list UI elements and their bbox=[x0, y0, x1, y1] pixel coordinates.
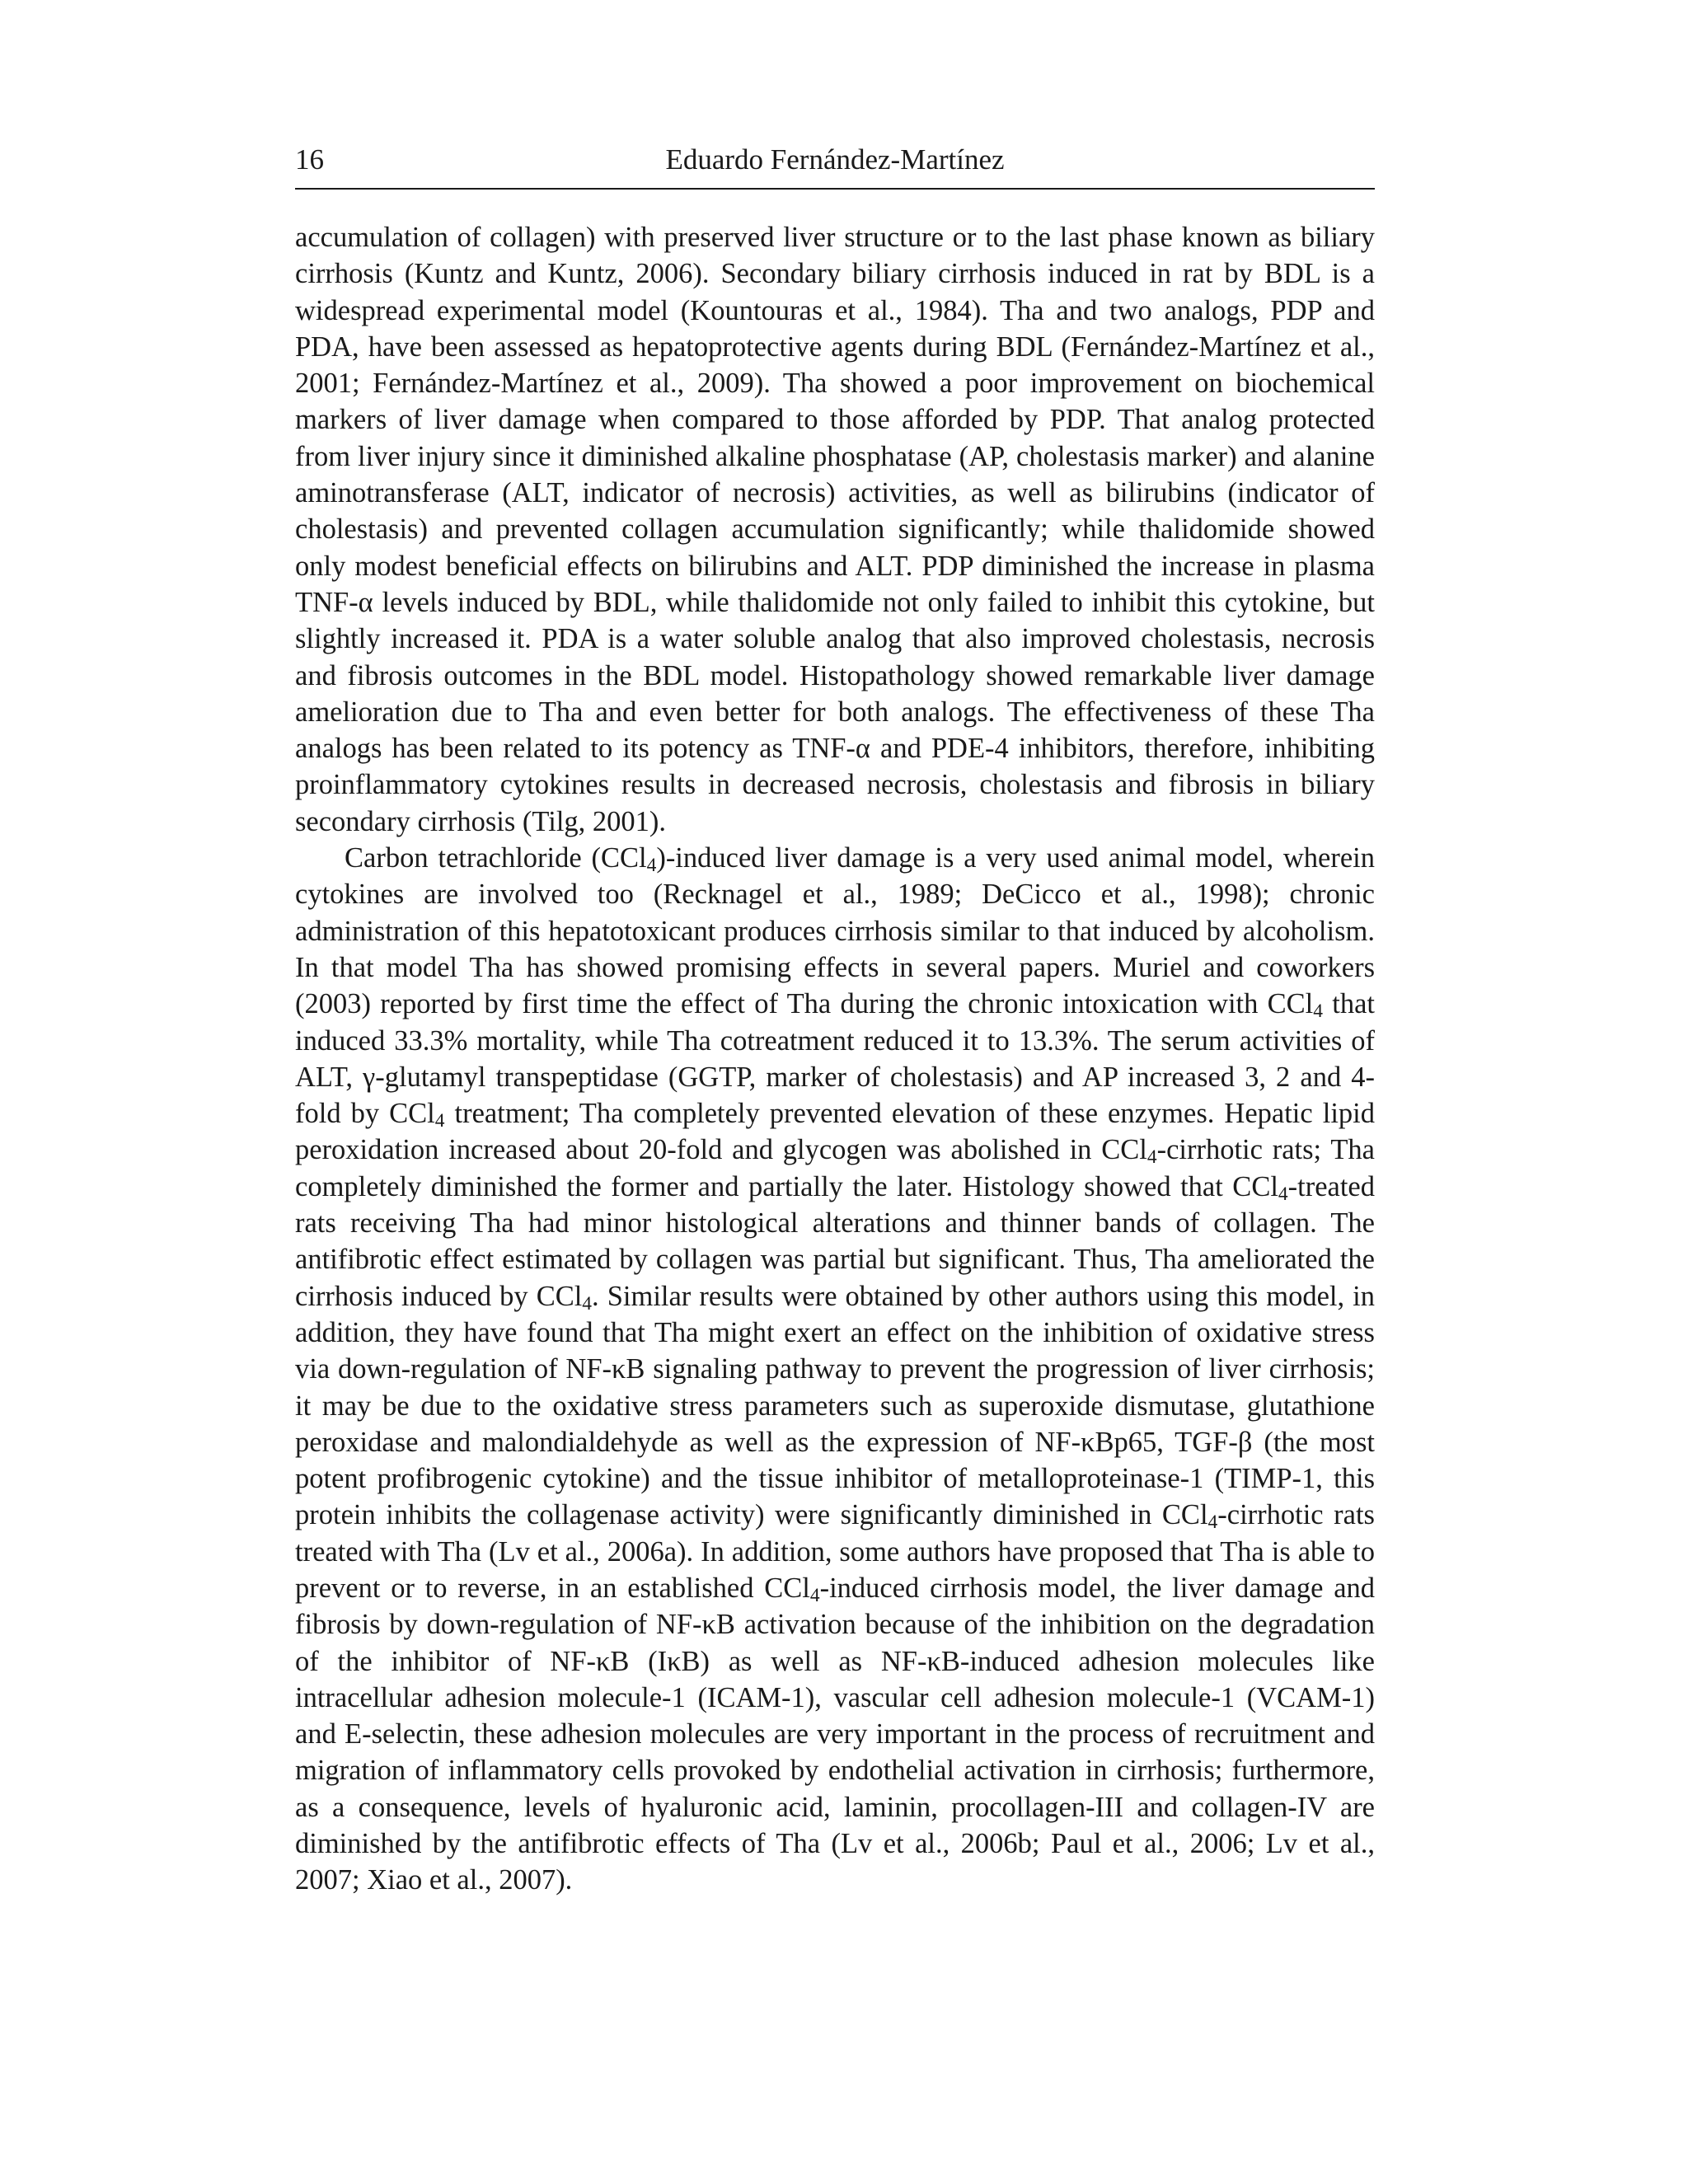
running-header-author: Eduardo Fernández-Martínez bbox=[665, 143, 1005, 176]
paragraph-ccl4-model: Carbon tetrachloride (CCl$_4$)-induced liver damage is a very used animal model, wherein cytokines are involved too (Recknagel et al., 1989; DeCicco et al., 1998); chronic administration of this hepatotoxicant produces cirrhosis similar to that induced by alcoholism. In that model Tha has showed promising effects in several papers. Muriel and coworkers (2003) reported by first time the effect of Tha during the chronic intoxication with CCl$_4$ that induced 33.3% mortality, while Tha cotreatment reduced it to 13.3%. The serum activities of ALT, γ-glutamyl transpeptidase (GGTP, marker of cholestasis) and AP increased 3, 2 and 4-fold by CCl$_4$ treatment; Tha completely prevented elevation of these enzymes. Hepatic lipid peroxidation increased about 20-fold and glycogen was abolished in CCl$_4$-cirrhotic rats; Tha completely diminished the former and partially the later. Histology showed that CCl$_4$-treated rats receiving Tha had minor histological alterations and thinner bands of collagen. The antifibrotic effect estimated by collagen was partial but significant. Thus, Tha ameliorated the cirrhosis induced by CCl$_4$. Similar results were obtained by other authors using this model, in addition, they have found that Tha might exert an effect on the inhibition of oxidative stress via down-regulation of NF-κB signaling pathway to prevent the progression of liver cirrhosis; it may be due to the oxidative stress parameters such as superoxide dismutase, glutathione peroxidase and malondialdehyde as well as the expression of NF-κBp65, TGF-β (the most potent profibrogenic cytokine) and the tissue inhibitor of metalloproteinase-1 (TIMP-1, this protein inhibits the collagenase activity) were significantly diminished in CCl$_4$-cirrhotic rats treated with Tha (Lv et al., 2006a). In addition, some authors have proposed that Tha is able to prevent or to reverse, in an established CCl$_4$-induced cirrhosis model, the liver damage and fibrosis by down-regulation of NF-κB activation because of the inhibition on the degradation of the inhibitor of NF-κB (IκB) as well as NF-κB-induced adhesion molecules like intracellular adhesion molecule-1 (ICAM-1), vascular cell adhesion molecule-1 (VCAM-1) and E-selectin, these adhesion molecules are very important in the process of recruitment and migration of inflammatory cells provoked by endothelial activation in cirrhosis; furthermore, as a consequence, levels of hyaluronic acid, laminin, procollagen-III and collagen-IV are diminished by the antifibrotic effects of Tha (Lv et al., 2006b; Paul et al., 2006; Lv et al., 2007; Xiao et al., 2007). bbox=[295, 842, 1376, 1896]
paragraph-bdl-model: accumulation of collagen) with preserved liver structure or to the last phase known as biliary cirrhosis (Kuntz and Kuntz, 2006). Secondary biliary cirrhosis induced in rat by BDL is a widespread experimental model (Kountouras et al., 1984). Tha and two analogs, PDP and PDA, have been assessed as hepatoprotective agents during BDL (Fernández-Martínez et al., 2001; Fernández-Martínez et al., 2009). Tha showed a poor improvement on biochemical markers of liver damage when compared to those afforded by PDP. That analog protected from liver injury since it diminished alkaline phosphatase (AP, cholestasis marker) and alanine aminotransferase (ALT, indicator of necrosis) activities, as well as bilirubins (indicator of cholestasis) and prevented collagen accumulation significantly; while thalidomide showed only modest beneficial effects on bilirubins and ALT. PDP diminished the increase in plasma TNF-α levels induced by BDL, while thalidomide not only failed to inhibit this cytokine, but slightly increased it. PDA is a water soluble analog that also improved cholestasis, necrosis and fibrosis outcomes in the BDL model. Histopathology showed remarkable liver damage amelioration due to Tha and even better for both analogs. The effectiveness of these Tha analogs has been related to its potency as TNF-α and PDE-4 inhibitors, therefore, inhibiting proinflammatory cytokines results in decreased necrosis, cholestasis and fibrosis in biliary secondary cirrhosis (Tilg, 2001). bbox=[295, 222, 1375, 837]
page-number: 16 bbox=[295, 143, 324, 176]
running-header bbox=[295, 140, 1375, 190]
body-text bbox=[295, 219, 1375, 1899]
